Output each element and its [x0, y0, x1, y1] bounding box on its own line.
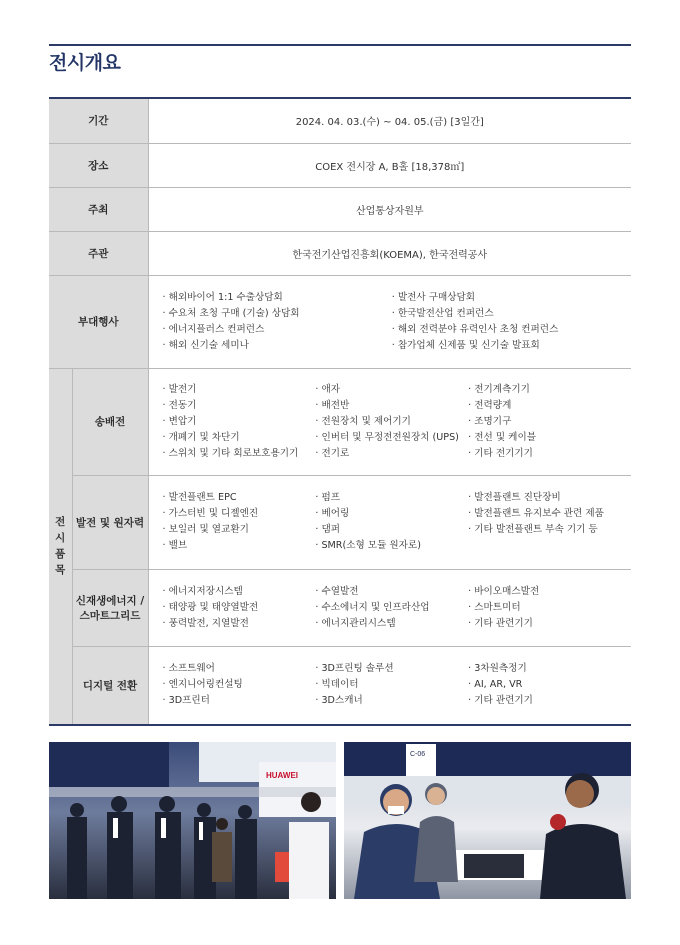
overview-table — [49, 99, 631, 726]
row-label: 기간 — [49, 99, 148, 143]
row-exhibit-category — [49, 569, 631, 646]
booth-number-sign: C-06 — [410, 751, 426, 758]
list-item: · 배전반 — [315, 399, 350, 411]
items-col3 — [468, 490, 621, 554]
list-item: · 전기로 — [315, 447, 350, 459]
page-title: 전시개요 — [49, 52, 121, 74]
group-label-char: 전 — [55, 516, 66, 529]
list-item: · 발전플랜트 진단장비 — [468, 492, 561, 503]
list-item: · 펌프 — [315, 492, 340, 503]
items-col3 — [468, 584, 621, 632]
list-item: · 한국발전산업 컨퍼런스 — [391, 307, 494, 319]
list-item: · 스마트미터 — [468, 601, 521, 613]
booth-sign: HUAWEI — [266, 771, 298, 780]
category-items — [148, 475, 631, 569]
items-col2 — [315, 382, 468, 462]
row-label: 주관 — [49, 231, 148, 275]
list-item: · 에너지플러스 컨퍼런스 — [162, 323, 265, 335]
list-item: · 3차원측정기 — [468, 663, 527, 675]
row-period — [49, 99, 631, 143]
side-events-col2 — [392, 290, 621, 354]
list-item: · 기타 관련기기 — [468, 695, 533, 707]
list-item: · 기타 관련기기 — [468, 617, 533, 629]
row-value: 산업통상자원부 — [148, 187, 631, 231]
group-label-char: 품 — [55, 548, 66, 561]
list-item: · 빅데이터 — [315, 679, 359, 691]
category-items — [148, 646, 631, 725]
list-item: · AI, AR, VR — [468, 679, 523, 691]
row-value: COEX 전시장 A, B홀 [18,378㎡] — [148, 143, 631, 187]
photo-opening-tour — [49, 742, 336, 899]
items-col2 — [315, 584, 468, 632]
row-label: 주최 — [49, 187, 148, 231]
row-side-events — [49, 275, 631, 368]
top-rule — [49, 44, 631, 46]
category-label-line: 신재생에너지 / — [75, 594, 145, 607]
category-label: 디지털 전환 — [72, 646, 148, 725]
list-item: · 수소에너지 및 인프라산업 — [315, 601, 430, 613]
list-item: · 애자 — [315, 383, 340, 395]
list-item: · 수열발전 — [315, 585, 359, 597]
list-item: · 에너지저장시스템 — [162, 585, 243, 597]
list-item: · 발전플랜트 EPC — [162, 492, 237, 503]
row-value: 2024. 04. 03.(수) ~ 04. 05.(금) [3일간] — [148, 99, 631, 143]
list-item: · 가스터빈 및 디젤엔진 — [162, 508, 259, 519]
items-col1 — [163, 382, 316, 462]
side-events-list — [148, 275, 631, 368]
list-item: · 바이오매스발전 — [468, 585, 540, 597]
items-col1 — [163, 661, 316, 709]
items-col3 — [468, 661, 621, 709]
row-exhibit-category — [49, 646, 631, 725]
list-item: · 해외 신기술 세미나 — [162, 339, 249, 351]
photo-business-meeting-image — [344, 742, 631, 899]
group-label-char: 목 — [55, 564, 66, 577]
list-item: · 발전기 — [162, 383, 197, 395]
list-item: · 발전사 구매상담회 — [391, 291, 476, 303]
list-item: · 엔지니어링컨설팅 — [162, 679, 243, 691]
list-item: · 참가업체 신제품 및 신기술 발표회 — [391, 339, 540, 351]
exhibit-items-group-label — [49, 368, 72, 725]
list-item: · 발전플랜트 유지보수 관련 제품 — [468, 508, 604, 519]
list-item: · 전력량계 — [468, 399, 512, 411]
items-col2 — [315, 661, 468, 709]
items-col1 — [163, 584, 316, 632]
photo-opening-tour-image — [49, 742, 336, 899]
row-label: 장소 — [49, 143, 148, 187]
list-item: · 기타 발전플랜트 부속 기기 등 — [468, 524, 598, 535]
list-item: · 소프트웨어 — [162, 663, 215, 675]
category-items — [148, 569, 631, 646]
row-value: 한국전기산업진흥회(KOEMA), 한국전력공사 — [148, 231, 631, 275]
group-label-char: 시 — [55, 532, 66, 545]
list-item: · 댐퍼 — [315, 524, 340, 535]
list-item: · 베어링 — [315, 508, 350, 519]
category-label: 발전 및 원자력 — [72, 475, 148, 569]
list-item: · 개폐기 및 차단기 — [162, 431, 240, 443]
list-item: · 3D프린팅 솔루션 — [315, 663, 394, 675]
list-item: · 전기계측기기 — [468, 383, 530, 395]
list-item: · 해외바이어 1:1 수출상담회 — [162, 291, 283, 303]
list-item: · 해외 전력분야 유력인사 초청 컨퍼런스 — [391, 323, 559, 335]
list-item: · 에너지관리시스템 — [315, 617, 396, 629]
side-events-col1 — [163, 290, 392, 354]
row-organizer — [49, 231, 631, 275]
list-item: · 태양광 및 태양열발전 — [162, 601, 259, 613]
list-item: · 3D프린터 — [162, 695, 210, 707]
row-label: 부대행사 — [49, 275, 148, 368]
list-item: · 전동기 — [162, 399, 197, 411]
list-item: · 풍력발전, 지열발전 — [162, 617, 249, 629]
category-label: 송배전 — [72, 368, 148, 475]
list-item: · 전원장치 및 제어기기 — [315, 415, 411, 427]
list-item: · 조명기구 — [468, 415, 512, 427]
list-item: · SMR(소형 모듈 원자로) — [315, 540, 421, 551]
list-item: · 기타 전기기기 — [468, 447, 533, 459]
row-venue — [49, 143, 631, 187]
items-col2 — [315, 490, 468, 554]
category-label-line: 스마트그리드 — [79, 609, 141, 622]
list-item: · 변압기 — [162, 415, 197, 427]
list-item: · 밸브 — [162, 540, 188, 551]
list-item: · 보일러 및 열교환기 — [162, 524, 249, 535]
list-item: · 3D스캐너 — [315, 695, 363, 707]
list-item: · 인버터 및 무정전전원장치 (UPS) — [315, 431, 459, 443]
items-col1 — [163, 490, 316, 554]
category-items — [148, 368, 631, 475]
list-item: · 스위치 및 기타 회로보호용기기 — [162, 447, 299, 459]
row-exhibit-category — [49, 368, 631, 475]
row-host — [49, 187, 631, 231]
category-label — [72, 569, 148, 646]
row-exhibit-category — [49, 475, 631, 569]
list-item: · 전선 및 케이블 — [468, 431, 536, 443]
photo-business-meeting — [344, 742, 631, 899]
list-item: · 수요처 초청 구매 (기술) 상담회 — [162, 307, 300, 319]
items-col3 — [468, 382, 621, 462]
